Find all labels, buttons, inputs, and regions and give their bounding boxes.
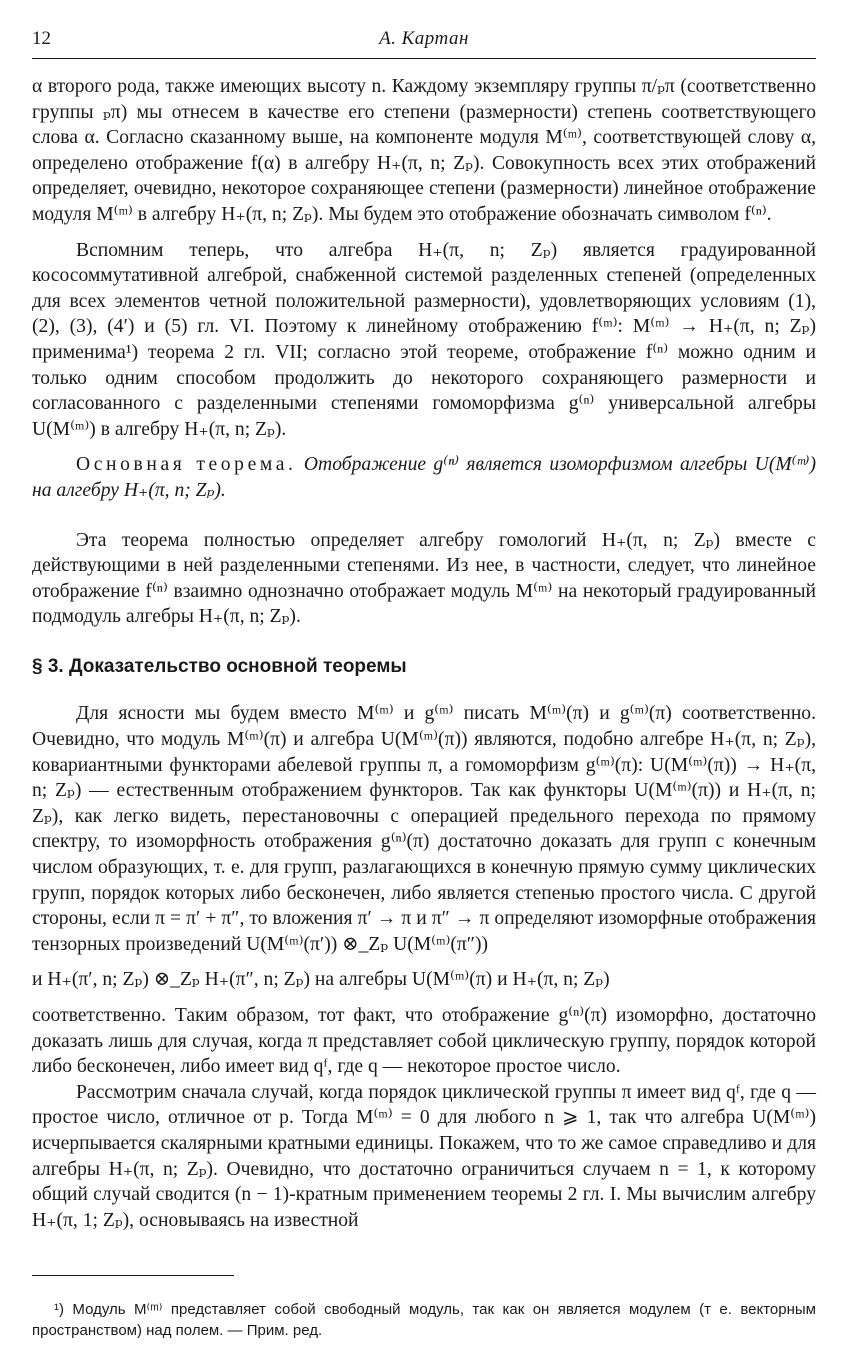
theorem-body: Отображение g⁽ⁿ⁾ является изоморфизмом алгебры U(M⁽ᵐ⁾) на алгебру H₊(π, n; Zₚ). <box>32 454 816 501</box>
paragraph-5: Рассмотрим сначала случай, когда порядок циклической группы π имеет вид qᶠ, где q — простое число, отличное от p. Тогда M⁽ᵐ⁾ = 0 для любого n ⩾ 1, так что алгебра U(M⁽ᵐ⁾) исчерпывается скалярными кратными единицы. Покажем, что то же самое справедливо и для алгебры H₊(π, n; Zₚ). Очевидно, что достаточно ограничиться случаем n = 1, к которому общий случай сводится (n − 1)-кратным применением теоремы 2 гл. I. Мы вычислим алгебру H₊(π, 1; Zₚ), основываясь на известной <box>32 1081 816 1231</box>
paragraph-1: α второго рода, также имеющих высоту n. Каждому экземпляру группы π/ₚπ (соответственно группы ₚπ) мы отнесем в качестве его степени (размерности) степень соответствующего слова α. Согласно сказанному выше, на компоненте модуля M⁽ᵐ⁾, соответствующей слову α, определено отображение f(α) в алгебру H₊(π, n; Zₚ). Совокупность всех этих отображений определяет, очевидно, некоторое сохраняющее степени (размерности) линейное отображение модуля M⁽ᵐ⁾ в алгебру H₊(π, n; Zₚ). Мы будем это отображение обозначать символом f⁽ⁿ⁾. <box>32 76 816 225</box>
page-body <box>32 74 816 1233</box>
section-title: § 3. Доказательство основной теоремы <box>32 655 407 677</box>
theorem-statement <box>32 452 816 503</box>
paragraph-4-continued: соответственно. Таким образом, тот факт, что отображение g⁽ⁿ⁾(π) изоморфно, достаточно доказать лишь для случая, когда π представляет собой циклическую группу, порядок которой либо бесконечен, либо имеет вид qᶠ, где q — некоторое простое число. <box>32 1005 816 1078</box>
formula-line: и H₊(π′, n; Zₚ) ⊗_Zₚ H₊(π″, n; Zₚ) на алгебры U(M⁽ᵐ⁾(π) и H₊(π, n; Zₚ) <box>32 969 610 991</box>
header-author: А. Картан <box>379 28 469 49</box>
footnote-rule <box>32 1275 234 1276</box>
paragraph-3: Эта теорема полностью определяет алгебру гомологий H₊(π, n; Zₚ) вместе с действующими в ней разделенными степенями. Из нее, в частности, следует, что линейное отображение f⁽ⁿ⁾ взаимно однозначно отображает модуль M⁽ᵐ⁾ на некоторый градуированный подмодуль алгебры H₊(π, n; Zₚ). <box>32 529 816 628</box>
footnote: ¹) Модуль M⁽ᵐ⁾ представляет собой свободный модуль, так как он является модулем (т е. векторным пространством) над полем. — Прим. ред. <box>32 1301 816 1339</box>
header-rule <box>32 58 816 59</box>
page-number: 12 <box>32 28 51 49</box>
theorem-heading: Основная теорема. <box>76 454 297 476</box>
paragraph-2: Вспомним теперь, что алгебра H₊(π, n; Zₚ) является градуированной кососоммутативной алгеброй, снабженной системой разделенных степеней (определенных для всех элементов четной положительной размерности), удовлетворяющих условиям (1), (2), (3), (4′) и (5) гл. VI. Поэтому к линейному отображению f⁽ᵐ⁾: M⁽ᵐ⁾ → H₊(π, n; Zₚ) применима¹) теорема 2 гл. VII; согласно этой теореме, отображение f⁽ⁿ⁾ можно одним и только одним способом продолжить до некоторого сохраняющего размерности и согласованного с разделенными степенями гомоморфизма g⁽ⁿ⁾ универсальной алгебры U(M⁽ᵐ⁾) в алгебру H₊(π, n; Zₚ). <box>32 239 816 440</box>
paragraph-4: Для ясности мы будем вместо M⁽ᵐ⁾ и g⁽ᵐ⁾ писать M⁽ᵐ⁾(π) и g⁽ᵐ⁾(π) соответственно. Очевидно, что модуль M⁽ᵐ⁾(π) и алгебра U(M⁽ᵐ⁾(π)) являются, подобно алгебре H₊(π, n; Zₚ), ковариантными функторами абелевой группы π, а гомоморфизм g⁽ᵐ⁾(π): U(M⁽ᵐ⁾(π)) → H₊(π, n; Zₚ) — естественным отображением функторов. Так как функторы U(M⁽ᵐ⁾(π)) и H₊(π, n; Zₚ), как легко видеть, перестановочны с операцией предельного перехода по прямому спектру, то изоморфность отображения g⁽ⁿ⁾(π) достаточно доказать для групп с конечным числом образующих, т. е. для групп, разлагающихся в конечную прямую сумму циклических групп, порядок которых либо бесконечен, либо является степенью простого числа. С другой стороны, если π = π′ + π″, то вложения π′ → π и π″ → π определяют изоморфные отображения тензорных произведений U(M⁽ᵐ⁾(π′)) ⊗_Zₚ U(M⁽ᵐ⁾(π″)) <box>32 703 816 955</box>
running-head <box>32 28 816 54</box>
